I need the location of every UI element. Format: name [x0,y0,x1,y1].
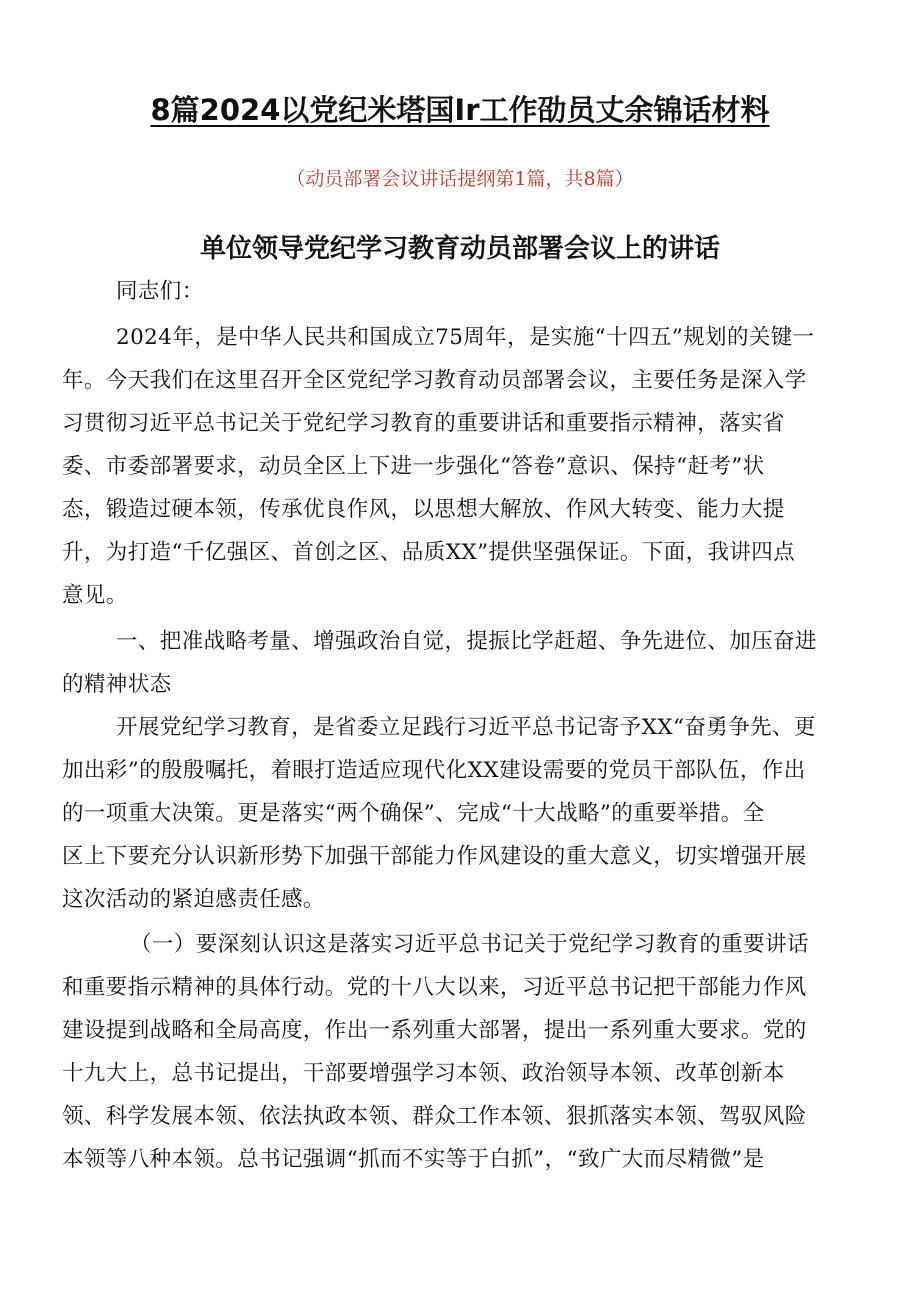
paragraph-line: 建设提到战略和全局高度，作出一系列重大部署，提出一系列重大要求。党的 [62,1018,807,1043]
salutation: 同志们： [116,279,204,304]
subsection-heading: （一）要深刻认识这是落实习近平总书记关于党纪学习教育的重要讲话 [130,932,809,957]
paragraph-line: 升，为打造“千亿强区、首创之区、品质XX”提供坚强保证。下面，我讲四点 [62,540,796,565]
speech-title: 单位领导党纪学习教育动员部署会议上的讲话 [199,234,720,264]
paragraph-line: 十九大上，总书记提出，干部要增强学习本领、政治领导本领、改革创新本 [62,1061,785,1086]
paragraph-line: 和重要指示精神的具体行动。党的十八大以来，习近平总书记把干部能力作风 [62,975,807,1000]
paragraph-line: 领、科学发展本领、依法执政本领、群众工作本领、狠抓落实本领、驾驭风险 [62,1104,807,1129]
paragraph-line: 习贯彻习近平总书记关于党纪学习教育的重要讲话和重要指示精神，落实省 [62,411,785,436]
paragraph-line: 加出彩”的殷殷嘱托，着眼打造适应现代化XX建设需要的党员干部队伍，作出 [62,758,806,783]
paragraph-line: 态，锻造过硬本领，传承优良作风，以思想大解放、作风大转变、能力大提 [62,497,785,522]
paragraph-line: 委、市委部署要求，动员全区上下进一步强化“答卷”意识、保持“赶考”状 [62,454,765,479]
paragraph-line: 这次活动的紧迫感责任感。 [62,887,325,912]
paragraph-line: 意见。 [62,583,128,608]
paragraph-line: 本领等八种本领。总书记强调“抓而不实等于白抓”，“致广大而尽精微”是 [62,1147,765,1172]
document-title-rest: 米塔国Ir工作劭员丈余锦话材料 [367,93,770,127]
paragraph-line: 年。今天我们在这里召开全区党纪学习教育动员部署会议，主要任务是深入学 [62,368,807,393]
document-subtitle: （动员部署会议讲话提纲第1篇，共8篇） [286,168,634,190]
paragraph-line: 2024年，是中华人民共和国成立75周年，是实施“十四五”规划的关键一 [116,325,815,350]
paragraph-line: 的一项重大决策。更是落实“两个确保”、完成“十大战略”的重要举措。全 [62,801,765,826]
section-heading: 的精神状态 [62,672,172,697]
paragraph-line: 区上下要充分认识新形势下加强干部能力作风建设的重大意义，切实增强开展 [62,844,807,869]
section-heading: 一、把准战略考量、增强政治自觉，提振比学赶超、争先进位、加压奋进 [116,629,817,654]
document-title-underlined: 8篇2024以党纪 [150,93,368,127]
document-title [60,88,860,129]
paragraph-line: 开展党纪学习教育，是省委立足践行习近平总书记寄予XX“奋勇争先、更 [116,715,816,740]
